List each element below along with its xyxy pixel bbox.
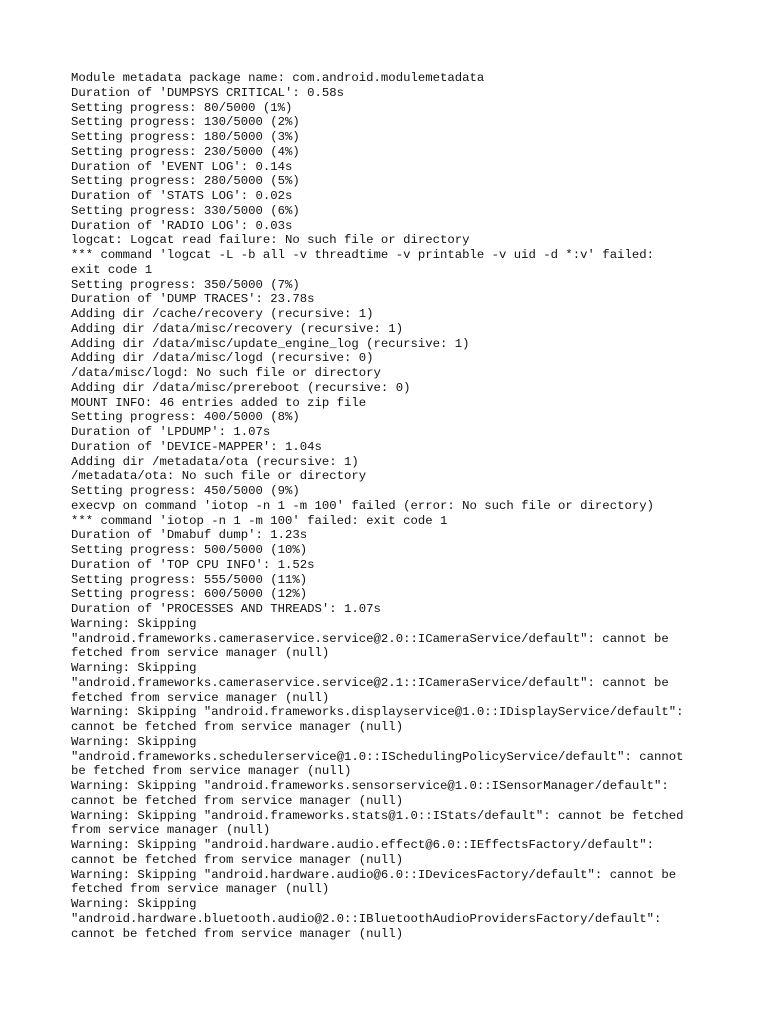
log-line: /metadata/ota: No such file or directory <box>71 469 367 484</box>
log-line: Adding dir /data/misc/prereboot (recursive: 0) <box>71 380 411 395</box>
log-line: *** command 'logcat -L -b all -v threadtime -v printable -v uid -d *:v' failed: <box>71 248 654 262</box>
log-line: Warning: Skipping "android.frameworks.displayservice@1.0::IDisplayService/default": <box>71 705 684 720</box>
log-line: "android.frameworks.cameraservice.service@2.0::ICameraService/default": cannot be <box>71 631 669 646</box>
log-line: execvp on command 'iotop -n 1 -m 100' failed (error: No such file or directory) <box>71 498 654 513</box>
log-line: Setting progress: 280/5000 (5%) <box>71 174 300 189</box>
log-line: Setting progress: 555/5000 (11%) <box>71 572 308 587</box>
log-line: Setting progress: 130/5000 (2%) <box>71 115 300 130</box>
log-line: Warning: Skipping "android.hardware.audio@6.0::IDevicesFactory/default": cannot be <box>71 867 677 882</box>
log-line: Duration of 'PROCESSES AND THREADS': 1.07s <box>71 602 381 616</box>
log-line: Duration of 'DUMPSYS CRITICAL': 0.58s <box>71 85 345 100</box>
log-line: Duration of 'STATS LOG': 0.02s <box>71 189 293 203</box>
log-line: logcat: Logcat read failure: No such file or directory <box>71 233 470 248</box>
log-line: "android.frameworks.cameraservice.service@2.1::ICameraService/default": cannot be <box>71 675 669 690</box>
log-line: Duration of 'Dmabuf dump': 1.23s <box>71 528 308 543</box>
log-line: exit code 1 <box>71 262 153 277</box>
log-line: Warning: Skipping "android.hardware.audio.effect@6.0::IEffectsFactory/default": <box>71 838 654 852</box>
log-line: Warning: Skipping "android.frameworks.sensorservice@1.0::ISensorManager/default": <box>71 779 669 793</box>
log-line: Duration of 'DEVICE-MAPPER': 1.04s <box>71 439 322 454</box>
log-line: cannot be fetched from service manager (null) <box>71 926 404 941</box>
log-line: Adding dir /data/misc/logd (recursive: 0) <box>71 351 374 366</box>
log-line: MOUNT INFO: 46 entries added to zip file <box>71 395 367 410</box>
log-line: Warning: Skipping <box>71 734 197 749</box>
log-line: from service manager (null) <box>71 823 271 838</box>
log-line: *** command 'iotop -n 1 -m 100' failed: exit code 1 <box>71 513 448 528</box>
log-text-block <box>71 71 711 941</box>
log-line: Warning: Skipping <box>71 616 197 631</box>
log-line: Duration of 'EVENT LOG': 0.14s <box>71 159 293 174</box>
log-line: Adding dir /cache/recovery (recursive: 1) <box>71 307 374 321</box>
log-line: /data/misc/logd: No such file or directory <box>71 366 381 380</box>
log-line: fetched from service manager (null) <box>71 882 330 897</box>
log-line: Duration of 'DUMP TRACES': 23.78s <box>71 292 315 307</box>
log-line: Setting progress: 180/5000 (3%) <box>71 130 300 144</box>
log-line: Duration of 'RADIO LOG': 0.03s <box>71 218 293 233</box>
log-line: be fetched from service manager (null) <box>71 764 352 779</box>
log-line: Duration of 'LPDUMP': 1.07s <box>71 425 271 439</box>
log-line: Module metadata package name: com.android.modulemetadata <box>71 71 485 85</box>
log-line: cannot be fetched from service manager (null) <box>71 793 404 808</box>
log-line: cannot be fetched from service manager (null) <box>71 852 404 867</box>
log-line: Setting progress: 350/5000 (7%) <box>71 277 300 292</box>
log-line: Duration of 'TOP CPU INFO': 1.52s <box>71 557 315 572</box>
log-line: Adding dir /data/misc/recovery (recursive: 1) <box>71 321 404 336</box>
log-line: Setting progress: 400/5000 (8%) <box>71 410 300 425</box>
log-line: Adding dir /data/misc/update_engine_log (recursive: 1) <box>71 336 470 351</box>
log-line: Setting progress: 450/5000 (9%) <box>71 484 300 498</box>
log-line: Warning: Skipping "android.frameworks.stats@1.0::IStats/default": cannot be fetched <box>71 808 684 823</box>
log-line: Adding dir /metadata/ota (recursive: 1) <box>71 454 359 469</box>
log-line: "android.frameworks.schedulerservice@1.0::ISchedulingPolicyService/default": cannot <box>71 749 684 764</box>
log-line: Setting progress: 330/5000 (6%) <box>71 203 300 218</box>
log-line: "android.hardware.bluetooth.audio@2.0::IBluetoothAudioProvidersFactory/default": <box>71 911 662 926</box>
log-line: Warning: Skipping <box>71 661 197 675</box>
log-line: fetched from service manager (null) <box>71 690 330 705</box>
log-line: Setting progress: 80/5000 (1%) <box>71 100 293 115</box>
log-line: cannot be fetched from service manager (null) <box>71 720 404 734</box>
log-line: Warning: Skipping <box>71 897 197 911</box>
log-line: Setting progress: 230/5000 (4%) <box>71 144 300 159</box>
log-line: fetched from service manager (null) <box>71 646 330 661</box>
log-line: Setting progress: 500/5000 (10%) <box>71 543 308 557</box>
log-line: Setting progress: 600/5000 (12%) <box>71 587 308 602</box>
